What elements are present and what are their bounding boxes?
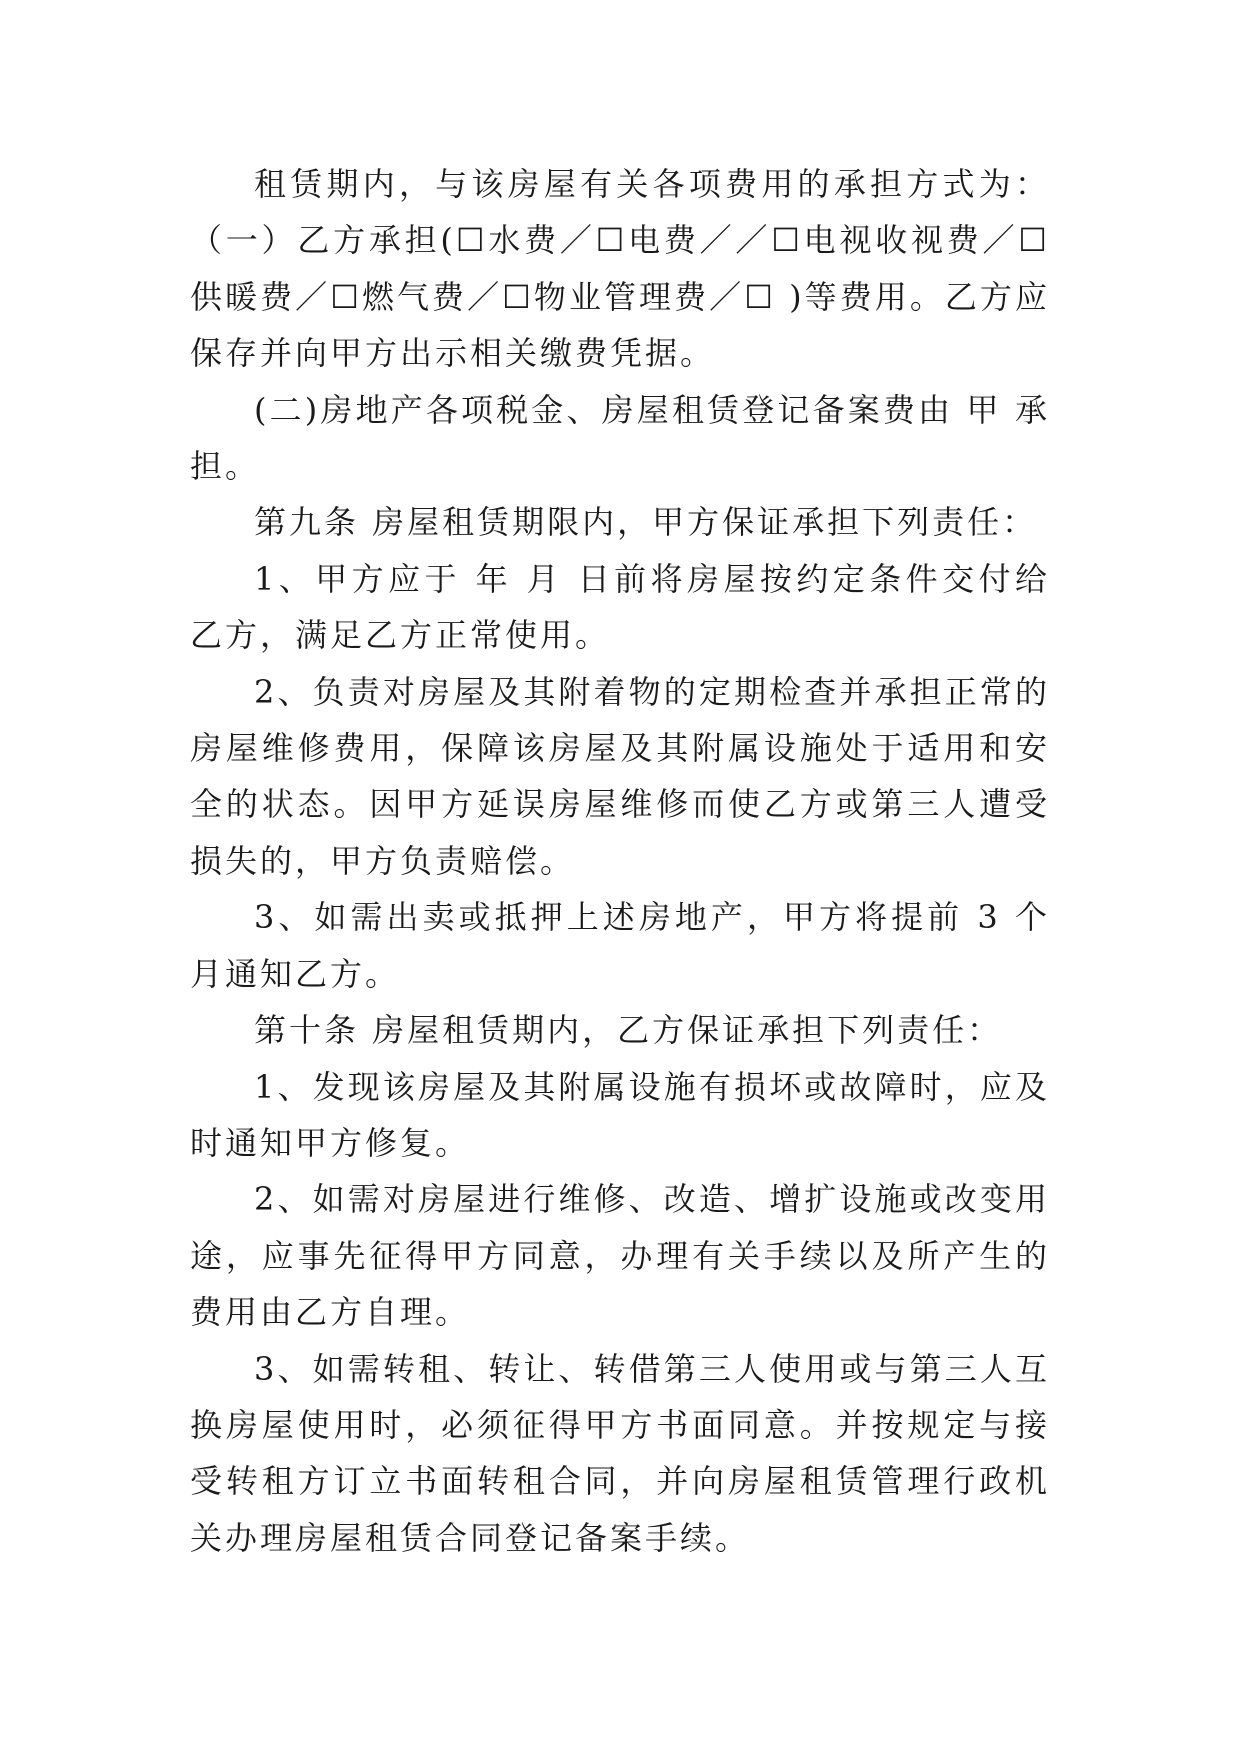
paragraph-fee-bearing: 租赁期内，与该房屋有关各项费用的承担方式为：（一）乙方承担(☐水费／☐电费／／☐电视收视费／☐供暖费／☐燃气费／☐物业管理费／☐ )等费用。乙方应保存并向甲方出示相关缴费凭据。: [190, 165, 1050, 373]
article-9-item-3: 3、如需出卖或抵押上述房地产，甲方将提前 3 个月通知乙方。: [190, 898, 1050, 993]
document-body: [190, 156, 1050, 1566]
article-9-item-2: 2、负责对房屋及其附着物的定期检查并承担正常的房屋维修费用，保障该房屋及其附属设施处于适用和安全的状态。因甲方延误房屋维修而使乙方或第三人遭受损失的，甲方负责赔偿。: [190, 672, 1050, 880]
article-10-item-1: 1、发现该房屋及其附属设施有损坏或故障时，应及时通知甲方修复。: [190, 1067, 1050, 1162]
article-9-item-1: 1、甲方应于 年 月 日前将房屋按约定条件交付给乙方，满足乙方正常使用。: [190, 559, 1050, 655]
article-9-heading: 第九条 房屋租赁期限内，甲方保证承担下列责任：: [254, 503, 1038, 542]
article-10-heading: 第十条 房屋租赁期内，乙方保证承担下列责任：: [254, 1011, 1003, 1050]
article-10-item-2: 2、如需对房屋进行维修、改造、增扩设施或改变用途，应事先征得甲方同意，办理有关手续以及所产生的费用由乙方自理。: [190, 1180, 1050, 1332]
article-10-item-3: 3、如需转租、转让、转借第三人使用或与第三人互换房屋使用时，必须征得甲方书面同意。并按规定与接受转租方订立书面转租合同，并向房屋租赁管理行政机关办理房屋租赁合同登记备案手续。: [190, 1349, 1050, 1557]
paragraph-taxes: (二)房地产各项税金、房屋租赁登记备案费由 甲 承担。: [190, 390, 1050, 486]
